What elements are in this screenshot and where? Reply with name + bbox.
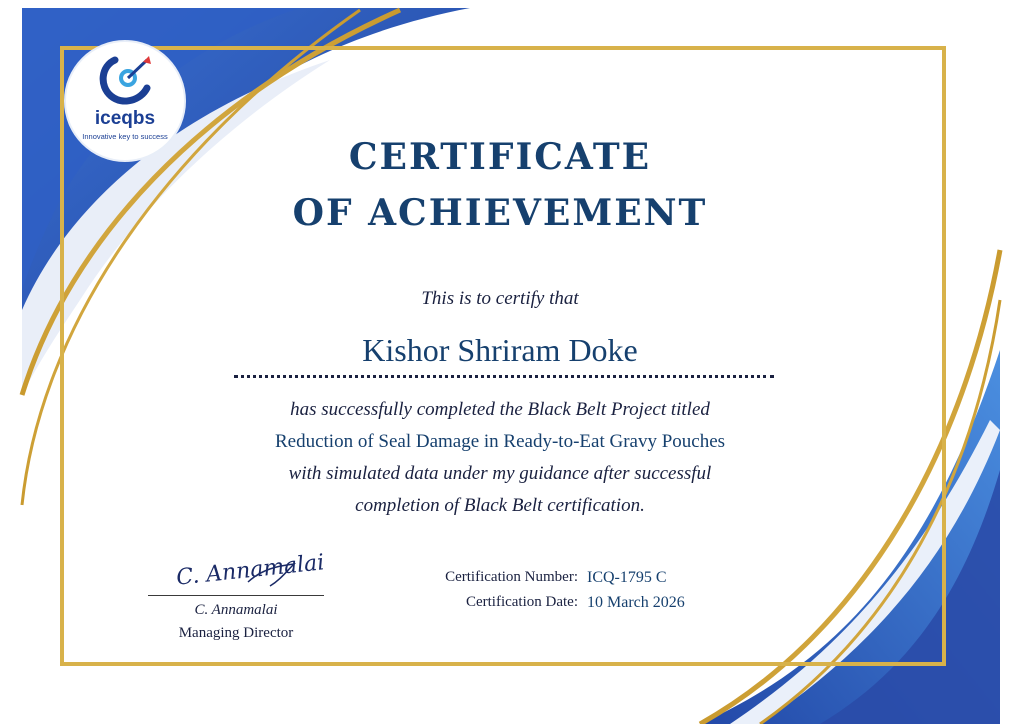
body-line-3: with simulated data under my guidance after successful: [288, 463, 712, 484]
signatory-name: C. Annamalai: [194, 602, 278, 618]
certification-number-value: ICQ-1795 C: [587, 569, 667, 586]
certificate-title-line2: OF ACHIEVEMENT: [292, 192, 708, 234]
body-line-1: has successfully completed the Black Belt Project titled: [290, 399, 710, 420]
signatory-role: Managing Director: [178, 625, 294, 641]
certificate-title-line1: CERTIFICATE: [348, 136, 652, 178]
signature-line: [148, 595, 324, 596]
logo-brand-name: iceqbs: [94, 108, 156, 129]
recipient-dotted-underline: [234, 375, 774, 378]
body-line-4: completion of Black Belt certification.: [355, 495, 645, 516]
dartboard-arrow-icon: [95, 52, 155, 112]
certification-number-label: Certification Number:: [445, 569, 578, 585]
intro-text: This is to certify that: [421, 288, 579, 309]
certification-date-label: Certification Date:: [465, 594, 578, 610]
signature-flourish: [246, 560, 306, 590]
certification-date-value: 10 March 2026: [587, 594, 685, 611]
recipient-name: Kishor Shriram Doke: [362, 332, 638, 368]
signature-text: C. Annamalai: [175, 550, 326, 591]
project-title: Reduction of Seal Damage in Ready-to-Eat Gravy Pouches: [274, 431, 726, 452]
logo-tagline: Innovative key to success: [82, 132, 168, 141]
